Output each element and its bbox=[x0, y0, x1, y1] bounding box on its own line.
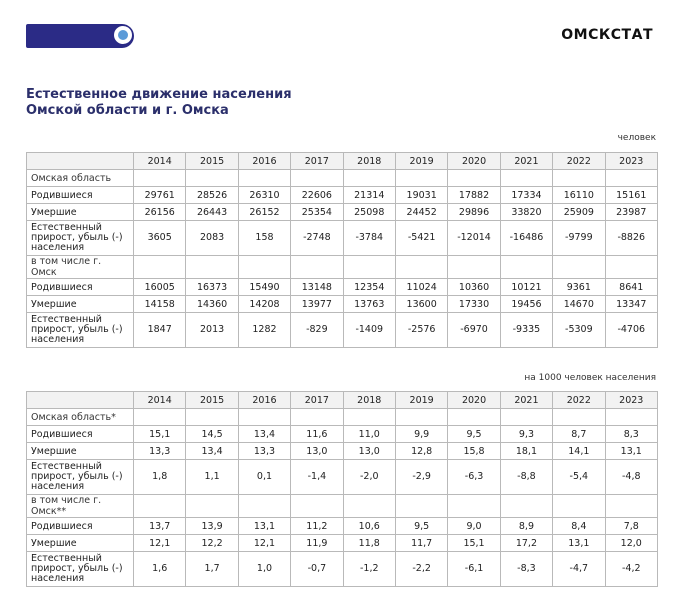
empty-cell bbox=[238, 256, 290, 279]
year-header: 2021 bbox=[500, 392, 552, 409]
brand-name: ОМСКСТАТ bbox=[561, 27, 653, 43]
value-cell: 17882 bbox=[448, 187, 500, 204]
value-cell: 13148 bbox=[291, 279, 343, 296]
value-cell: 13,7 bbox=[134, 518, 186, 535]
empty-cell bbox=[343, 256, 395, 279]
value-cell: 11,7 bbox=[395, 535, 447, 552]
table-row bbox=[27, 313, 658, 348]
value-cell: -9799 bbox=[553, 221, 605, 256]
row-label: Умершие bbox=[27, 443, 134, 460]
row-label: Умершие bbox=[27, 296, 134, 313]
empty-cell bbox=[500, 409, 552, 426]
value-cell: 15490 bbox=[238, 279, 290, 296]
value-cell: 1,8 bbox=[134, 460, 186, 495]
value-cell: -1,2 bbox=[343, 552, 395, 587]
empty-cell bbox=[553, 170, 605, 187]
value-cell: 25909 bbox=[553, 204, 605, 221]
value-cell: 9,5 bbox=[448, 426, 500, 443]
value-cell: 11024 bbox=[395, 279, 447, 296]
year-header: 2022 bbox=[553, 153, 605, 170]
value-cell: 12,2 bbox=[186, 535, 238, 552]
logo-ring bbox=[113, 25, 133, 45]
row-label: Омская область bbox=[27, 170, 134, 187]
value-cell: 13600 bbox=[395, 296, 447, 313]
value-cell: 25098 bbox=[343, 204, 395, 221]
empty-cell bbox=[186, 170, 238, 187]
empty-cell bbox=[343, 409, 395, 426]
value-cell: 9,0 bbox=[448, 518, 500, 535]
value-cell: 16373 bbox=[186, 279, 238, 296]
value-cell: 26156 bbox=[134, 204, 186, 221]
empty-cell bbox=[343, 170, 395, 187]
empty-cell bbox=[448, 409, 500, 426]
header-corner bbox=[27, 392, 134, 409]
value-cell: 8,3 bbox=[605, 426, 657, 443]
table-row bbox=[27, 279, 658, 296]
value-cell: 18,1 bbox=[500, 443, 552, 460]
table-row bbox=[27, 296, 658, 313]
row-label: Родившиеся bbox=[27, 426, 134, 443]
value-cell: 17334 bbox=[500, 187, 552, 204]
empty-cell bbox=[605, 409, 657, 426]
value-cell: 17330 bbox=[448, 296, 500, 313]
value-cell: 25354 bbox=[291, 204, 343, 221]
value-cell: 11,9 bbox=[291, 535, 343, 552]
value-cell: 13,3 bbox=[134, 443, 186, 460]
value-cell: 12,0 bbox=[605, 535, 657, 552]
value-cell: 14670 bbox=[553, 296, 605, 313]
value-cell: 1,6 bbox=[134, 552, 186, 587]
value-cell: 1,1 bbox=[186, 460, 238, 495]
value-cell: 15,1 bbox=[448, 535, 500, 552]
table-row bbox=[27, 221, 658, 256]
value-cell: 14,5 bbox=[186, 426, 238, 443]
value-cell: -12014 bbox=[448, 221, 500, 256]
value-cell: 21314 bbox=[343, 187, 395, 204]
empty-cell bbox=[500, 495, 552, 518]
empty-cell bbox=[395, 409, 447, 426]
row-label: Родившиеся bbox=[27, 279, 134, 296]
value-cell: 10,6 bbox=[343, 518, 395, 535]
value-cell: -6,3 bbox=[448, 460, 500, 495]
value-cell: 15,1 bbox=[134, 426, 186, 443]
value-cell: 3605 bbox=[134, 221, 186, 256]
value-cell: 1282 bbox=[238, 313, 290, 348]
row-label: Естественный прирост, убыль (-) населения bbox=[27, 552, 134, 587]
table1-unit: человек bbox=[617, 133, 656, 143]
empty-cell bbox=[605, 170, 657, 187]
value-cell: 19456 bbox=[500, 296, 552, 313]
value-cell: -1,4 bbox=[291, 460, 343, 495]
empty-cell bbox=[395, 256, 447, 279]
group-row bbox=[27, 495, 658, 518]
value-cell: 9,3 bbox=[500, 426, 552, 443]
empty-cell bbox=[343, 495, 395, 518]
page-title-line2: Омской области и г. Омска bbox=[26, 103, 229, 118]
empty-cell bbox=[500, 170, 552, 187]
value-cell: 23987 bbox=[605, 204, 657, 221]
value-cell: 10121 bbox=[500, 279, 552, 296]
value-cell: 28526 bbox=[186, 187, 238, 204]
value-cell: -829 bbox=[291, 313, 343, 348]
value-cell: 12354 bbox=[343, 279, 395, 296]
row-label: Омская область* bbox=[27, 409, 134, 426]
value-cell: 9,9 bbox=[395, 426, 447, 443]
empty-cell bbox=[395, 495, 447, 518]
empty-cell bbox=[395, 170, 447, 187]
value-cell: 24452 bbox=[395, 204, 447, 221]
value-cell: 13977 bbox=[291, 296, 343, 313]
empty-cell bbox=[553, 409, 605, 426]
value-cell: 13,0 bbox=[343, 443, 395, 460]
year-header: 2016 bbox=[238, 392, 290, 409]
logo-dot bbox=[118, 30, 128, 40]
year-header: 2019 bbox=[395, 153, 447, 170]
year-header: 2022 bbox=[553, 392, 605, 409]
value-cell: 29761 bbox=[134, 187, 186, 204]
value-cell: -4706 bbox=[605, 313, 657, 348]
value-cell: 16005 bbox=[134, 279, 186, 296]
value-cell: -0,7 bbox=[291, 552, 343, 587]
value-cell: 14360 bbox=[186, 296, 238, 313]
year-header: 2019 bbox=[395, 392, 447, 409]
table-row bbox=[27, 518, 658, 535]
empty-cell bbox=[500, 256, 552, 279]
value-cell: 26310 bbox=[238, 187, 290, 204]
value-cell: 0,1 bbox=[238, 460, 290, 495]
year-header: 2015 bbox=[186, 153, 238, 170]
value-cell: 26443 bbox=[186, 204, 238, 221]
year-header: 2015 bbox=[186, 392, 238, 409]
value-cell: 8,9 bbox=[500, 518, 552, 535]
value-cell: -2748 bbox=[291, 221, 343, 256]
value-cell: 29896 bbox=[448, 204, 500, 221]
value-cell: -5309 bbox=[553, 313, 605, 348]
row-label: Умершие bbox=[27, 204, 134, 221]
row-label: Естественный прирост, убыль (-) населения bbox=[27, 313, 134, 348]
row-label: в том числе г. Омск** bbox=[27, 495, 134, 518]
value-cell: 14208 bbox=[238, 296, 290, 313]
year-header: 2021 bbox=[500, 153, 552, 170]
table-header-row bbox=[27, 392, 658, 409]
value-cell: 26152 bbox=[238, 204, 290, 221]
year-header: 2014 bbox=[134, 392, 186, 409]
value-cell: -8,8 bbox=[500, 460, 552, 495]
value-cell: -2,9 bbox=[395, 460, 447, 495]
empty-cell bbox=[448, 170, 500, 187]
value-cell: -2576 bbox=[395, 313, 447, 348]
table2-unit: на 1000 человек населения bbox=[524, 373, 656, 383]
empty-cell bbox=[448, 256, 500, 279]
group-row bbox=[27, 256, 658, 279]
group-row bbox=[27, 409, 658, 426]
table-row bbox=[27, 443, 658, 460]
table-per-1000 bbox=[26, 391, 658, 587]
value-cell: 15,8 bbox=[448, 443, 500, 460]
empty-cell bbox=[291, 495, 343, 518]
value-cell: 9,5 bbox=[395, 518, 447, 535]
value-cell: 1847 bbox=[134, 313, 186, 348]
empty-cell bbox=[553, 495, 605, 518]
empty-cell bbox=[186, 256, 238, 279]
value-cell: 1,7 bbox=[186, 552, 238, 587]
value-cell: 13,1 bbox=[553, 535, 605, 552]
value-cell: 33820 bbox=[500, 204, 552, 221]
table-row bbox=[27, 552, 658, 587]
year-header: 2017 bbox=[291, 392, 343, 409]
value-cell: 8641 bbox=[605, 279, 657, 296]
empty-cell bbox=[238, 409, 290, 426]
value-cell: 1,0 bbox=[238, 552, 290, 587]
value-cell: 8,4 bbox=[553, 518, 605, 535]
value-cell: 22606 bbox=[291, 187, 343, 204]
row-label: Родившиеся bbox=[27, 187, 134, 204]
table-row bbox=[27, 460, 658, 495]
table-row bbox=[27, 187, 658, 204]
value-cell: -2,2 bbox=[395, 552, 447, 587]
value-cell: 11,2 bbox=[291, 518, 343, 535]
value-cell: -1409 bbox=[343, 313, 395, 348]
row-label: Родившиеся bbox=[27, 518, 134, 535]
value-cell: 9361 bbox=[553, 279, 605, 296]
empty-cell bbox=[291, 256, 343, 279]
group-row bbox=[27, 170, 658, 187]
value-cell: 13,1 bbox=[605, 443, 657, 460]
table-row bbox=[27, 535, 658, 552]
omskstat-logo bbox=[26, 24, 134, 48]
row-label: в том числе г. Омск bbox=[27, 256, 134, 279]
page-title-line1: Естественное движение населения bbox=[26, 87, 292, 102]
value-cell: -3784 bbox=[343, 221, 395, 256]
empty-cell bbox=[134, 495, 186, 518]
value-cell: 7,8 bbox=[605, 518, 657, 535]
year-header: 2020 bbox=[448, 153, 500, 170]
empty-cell bbox=[605, 256, 657, 279]
value-cell: -9335 bbox=[500, 313, 552, 348]
year-header: 2018 bbox=[343, 392, 395, 409]
value-cell: 14,1 bbox=[553, 443, 605, 460]
value-cell: -8826 bbox=[605, 221, 657, 256]
value-cell: 8,7 bbox=[553, 426, 605, 443]
empty-cell bbox=[238, 495, 290, 518]
value-cell: -8,3 bbox=[500, 552, 552, 587]
table-row bbox=[27, 204, 658, 221]
value-cell: 11,0 bbox=[343, 426, 395, 443]
value-cell: -16486 bbox=[500, 221, 552, 256]
value-cell: -4,8 bbox=[605, 460, 657, 495]
empty-cell bbox=[186, 495, 238, 518]
value-cell: -6970 bbox=[448, 313, 500, 348]
value-cell: -2,0 bbox=[343, 460, 395, 495]
year-header: 2017 bbox=[291, 153, 343, 170]
empty-cell bbox=[134, 256, 186, 279]
value-cell: 15161 bbox=[605, 187, 657, 204]
value-cell: 13,9 bbox=[186, 518, 238, 535]
value-cell: 11,8 bbox=[343, 535, 395, 552]
value-cell: 14158 bbox=[134, 296, 186, 313]
value-cell: -6,1 bbox=[448, 552, 500, 587]
empty-cell bbox=[291, 409, 343, 426]
value-cell: 13347 bbox=[605, 296, 657, 313]
value-cell: -4,7 bbox=[553, 552, 605, 587]
value-cell: 2083 bbox=[186, 221, 238, 256]
empty-cell bbox=[134, 170, 186, 187]
value-cell: 13,4 bbox=[238, 426, 290, 443]
value-cell: 13,4 bbox=[186, 443, 238, 460]
empty-cell bbox=[186, 409, 238, 426]
value-cell: 12,8 bbox=[395, 443, 447, 460]
empty-cell bbox=[238, 170, 290, 187]
year-header: 2020 bbox=[448, 392, 500, 409]
value-cell: 13,0 bbox=[291, 443, 343, 460]
value-cell: 12,1 bbox=[134, 535, 186, 552]
value-cell: 10360 bbox=[448, 279, 500, 296]
row-label: Естественный прирост, убыль (-) населения bbox=[27, 221, 134, 256]
row-label: Умершие bbox=[27, 535, 134, 552]
value-cell: 13,3 bbox=[238, 443, 290, 460]
year-header: 2018 bbox=[343, 153, 395, 170]
table-absolute-numbers bbox=[26, 152, 658, 348]
table-row bbox=[27, 426, 658, 443]
value-cell: 13763 bbox=[343, 296, 395, 313]
table-header-row bbox=[27, 153, 658, 170]
value-cell: -5,4 bbox=[553, 460, 605, 495]
year-header: 2016 bbox=[238, 153, 290, 170]
year-header: 2023 bbox=[605, 392, 657, 409]
row-label: Естественный прирост, убыль (-) населения bbox=[27, 460, 134, 495]
year-header: 2014 bbox=[134, 153, 186, 170]
value-cell: 158 bbox=[238, 221, 290, 256]
empty-cell bbox=[134, 409, 186, 426]
empty-cell bbox=[448, 495, 500, 518]
value-cell: 16110 bbox=[553, 187, 605, 204]
empty-cell bbox=[605, 495, 657, 518]
value-cell: 12,1 bbox=[238, 535, 290, 552]
empty-cell bbox=[553, 256, 605, 279]
value-cell: 17,2 bbox=[500, 535, 552, 552]
empty-cell bbox=[291, 170, 343, 187]
value-cell: 13,1 bbox=[238, 518, 290, 535]
value-cell: -4,2 bbox=[605, 552, 657, 587]
year-header: 2023 bbox=[605, 153, 657, 170]
value-cell: 19031 bbox=[395, 187, 447, 204]
header-corner bbox=[27, 153, 134, 170]
value-cell: 11,6 bbox=[291, 426, 343, 443]
value-cell: -5421 bbox=[395, 221, 447, 256]
page-title bbox=[26, 87, 292, 119]
value-cell: 2013 bbox=[186, 313, 238, 348]
